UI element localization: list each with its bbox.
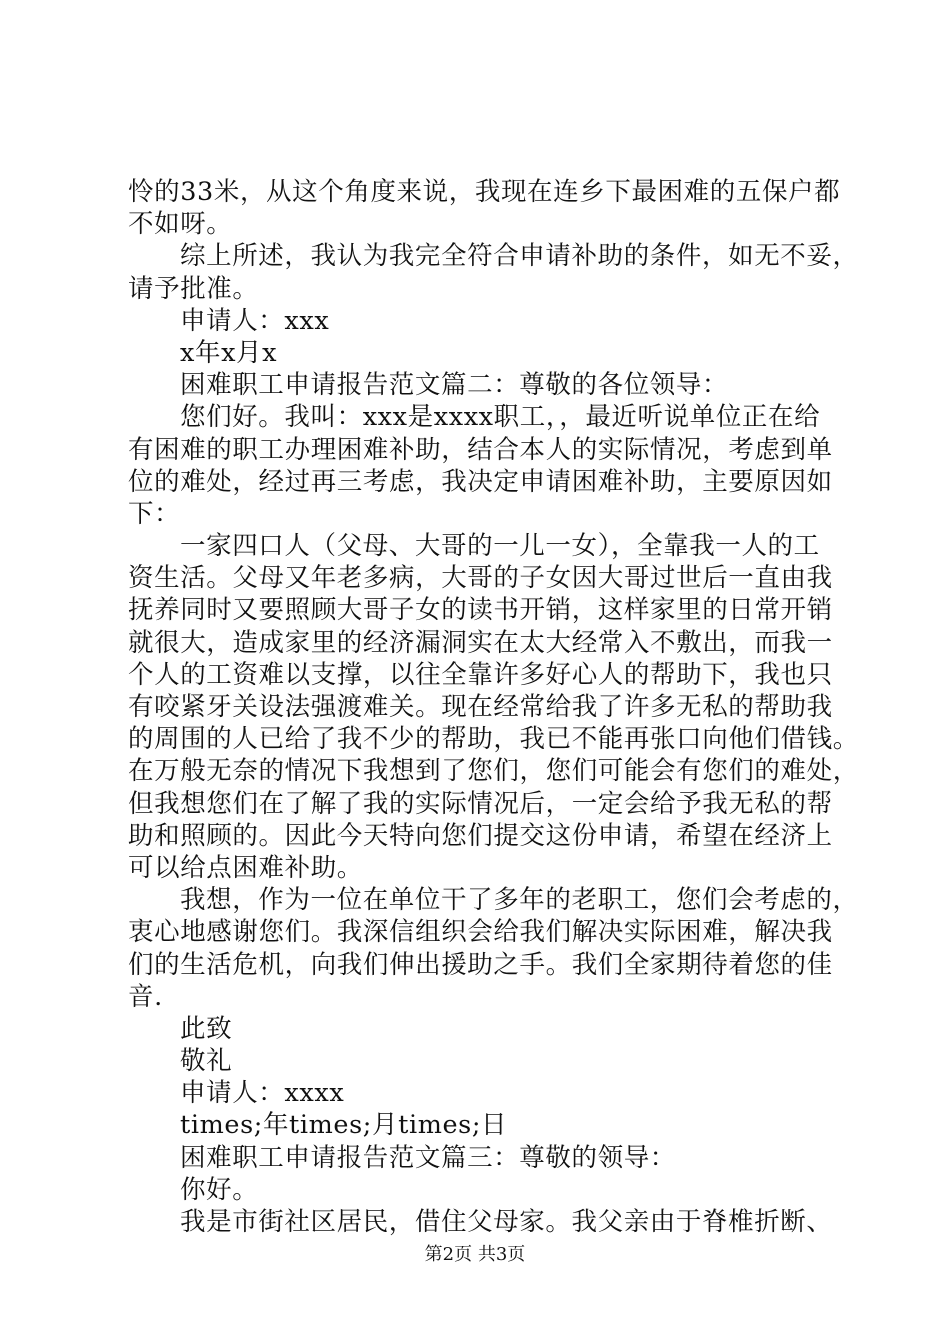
- page-number: 第2页 共3页: [424, 1244, 526, 1265]
- text-line: 可以给点困难补助。: [128, 852, 363, 883]
- text-line: 就很大，造成家里的经济漏洞实在太大经常入不敷出，而我一: [128, 627, 833, 658]
- text-line: 位的难处，经过再三考虑，我决定申请困难补助，主要原因如: [128, 466, 833, 497]
- text-line: 们的生活危机，向我们伸出援助之手。我们全家期待着您的佳: [128, 949, 833, 980]
- text-line: 我想，作为一位在单位干了多年的老职工，您们会考虑的，: [180, 885, 859, 916]
- section-heading: 困难职工申请报告范文篇二：尊敬的各位领导：: [180, 370, 729, 401]
- text-line: 资生活。父母又年老多病，大哥的子女因大哥过世后一直由我: [128, 563, 833, 594]
- text-line: 下：: [128, 498, 181, 529]
- text-line: 有困难的职工办理困难补助，结合本人的实际情况，考虑到单: [128, 434, 833, 465]
- section-heading: 困难职工申请报告范文篇三：尊敬的领导：: [180, 1142, 676, 1173]
- text-line: 您们好。我叫：xxx是xxxx职工，，最近听说单位正在给: [180, 402, 821, 433]
- text-line: 一家四口人（父母、大哥的一儿一女），全靠我一人的工: [180, 531, 820, 562]
- text-line: 的周围的人已给了我不少的帮助，我已不能再张口向他们借钱。: [128, 724, 859, 755]
- text-line: 请予批准。: [128, 273, 259, 304]
- text-line: 有咬紧牙关设法强渡难关。现在经常给我了许多无私的帮助我: [128, 692, 833, 722]
- text-line: 衷心地感谢您们。我深信组织会给我们解决实际困难，解决我: [128, 917, 833, 948]
- applicant-line: 申请人：xxxx: [180, 1078, 345, 1109]
- text-line: 综上所述，我认为我完全符合申请补助的条件，如无不妥，: [180, 241, 859, 272]
- text-line: 助和照顾的。因此今天特向您们提交这份申请，希望在经济上: [128, 820, 833, 851]
- text-line: 你好。: [180, 1174, 259, 1205]
- closing-line: 敬礼: [180, 1046, 233, 1077]
- closing-line: 此致: [180, 1013, 233, 1044]
- text-line: 在万般无奈的情况下我想到了您们，您们可能会有您们的难处，: [128, 756, 859, 787]
- text-line: 我是市街社区居民，借住父母家。我父亲由于脊椎折断、: [180, 1207, 833, 1237]
- applicant-line: 申请人：xxx: [180, 305, 330, 336]
- date-line: x年x月x: [180, 337, 278, 368]
- text-line: 音.: [128, 981, 163, 1012]
- text-line: 抚养同时又要照顾大哥子女的读书开销，这样家里的日常开销: [128, 595, 833, 626]
- text-line: 个人的工资难以支撑，以往全靠许多好心人的帮助下，我也只: [128, 659, 833, 690]
- date-line: times;年times;月times;日: [180, 1110, 508, 1141]
- text-line: 不如呀。: [128, 209, 233, 240]
- text-line: 但我想您们在了解了我的实际情况后，一定会给予我无私的帮: [128, 788, 833, 819]
- text-line: 怜的33米，从这个角度来说，我现在连乡下最困难的五保户都: [128, 177, 841, 207]
- document-body: [128, 176, 859, 1238]
